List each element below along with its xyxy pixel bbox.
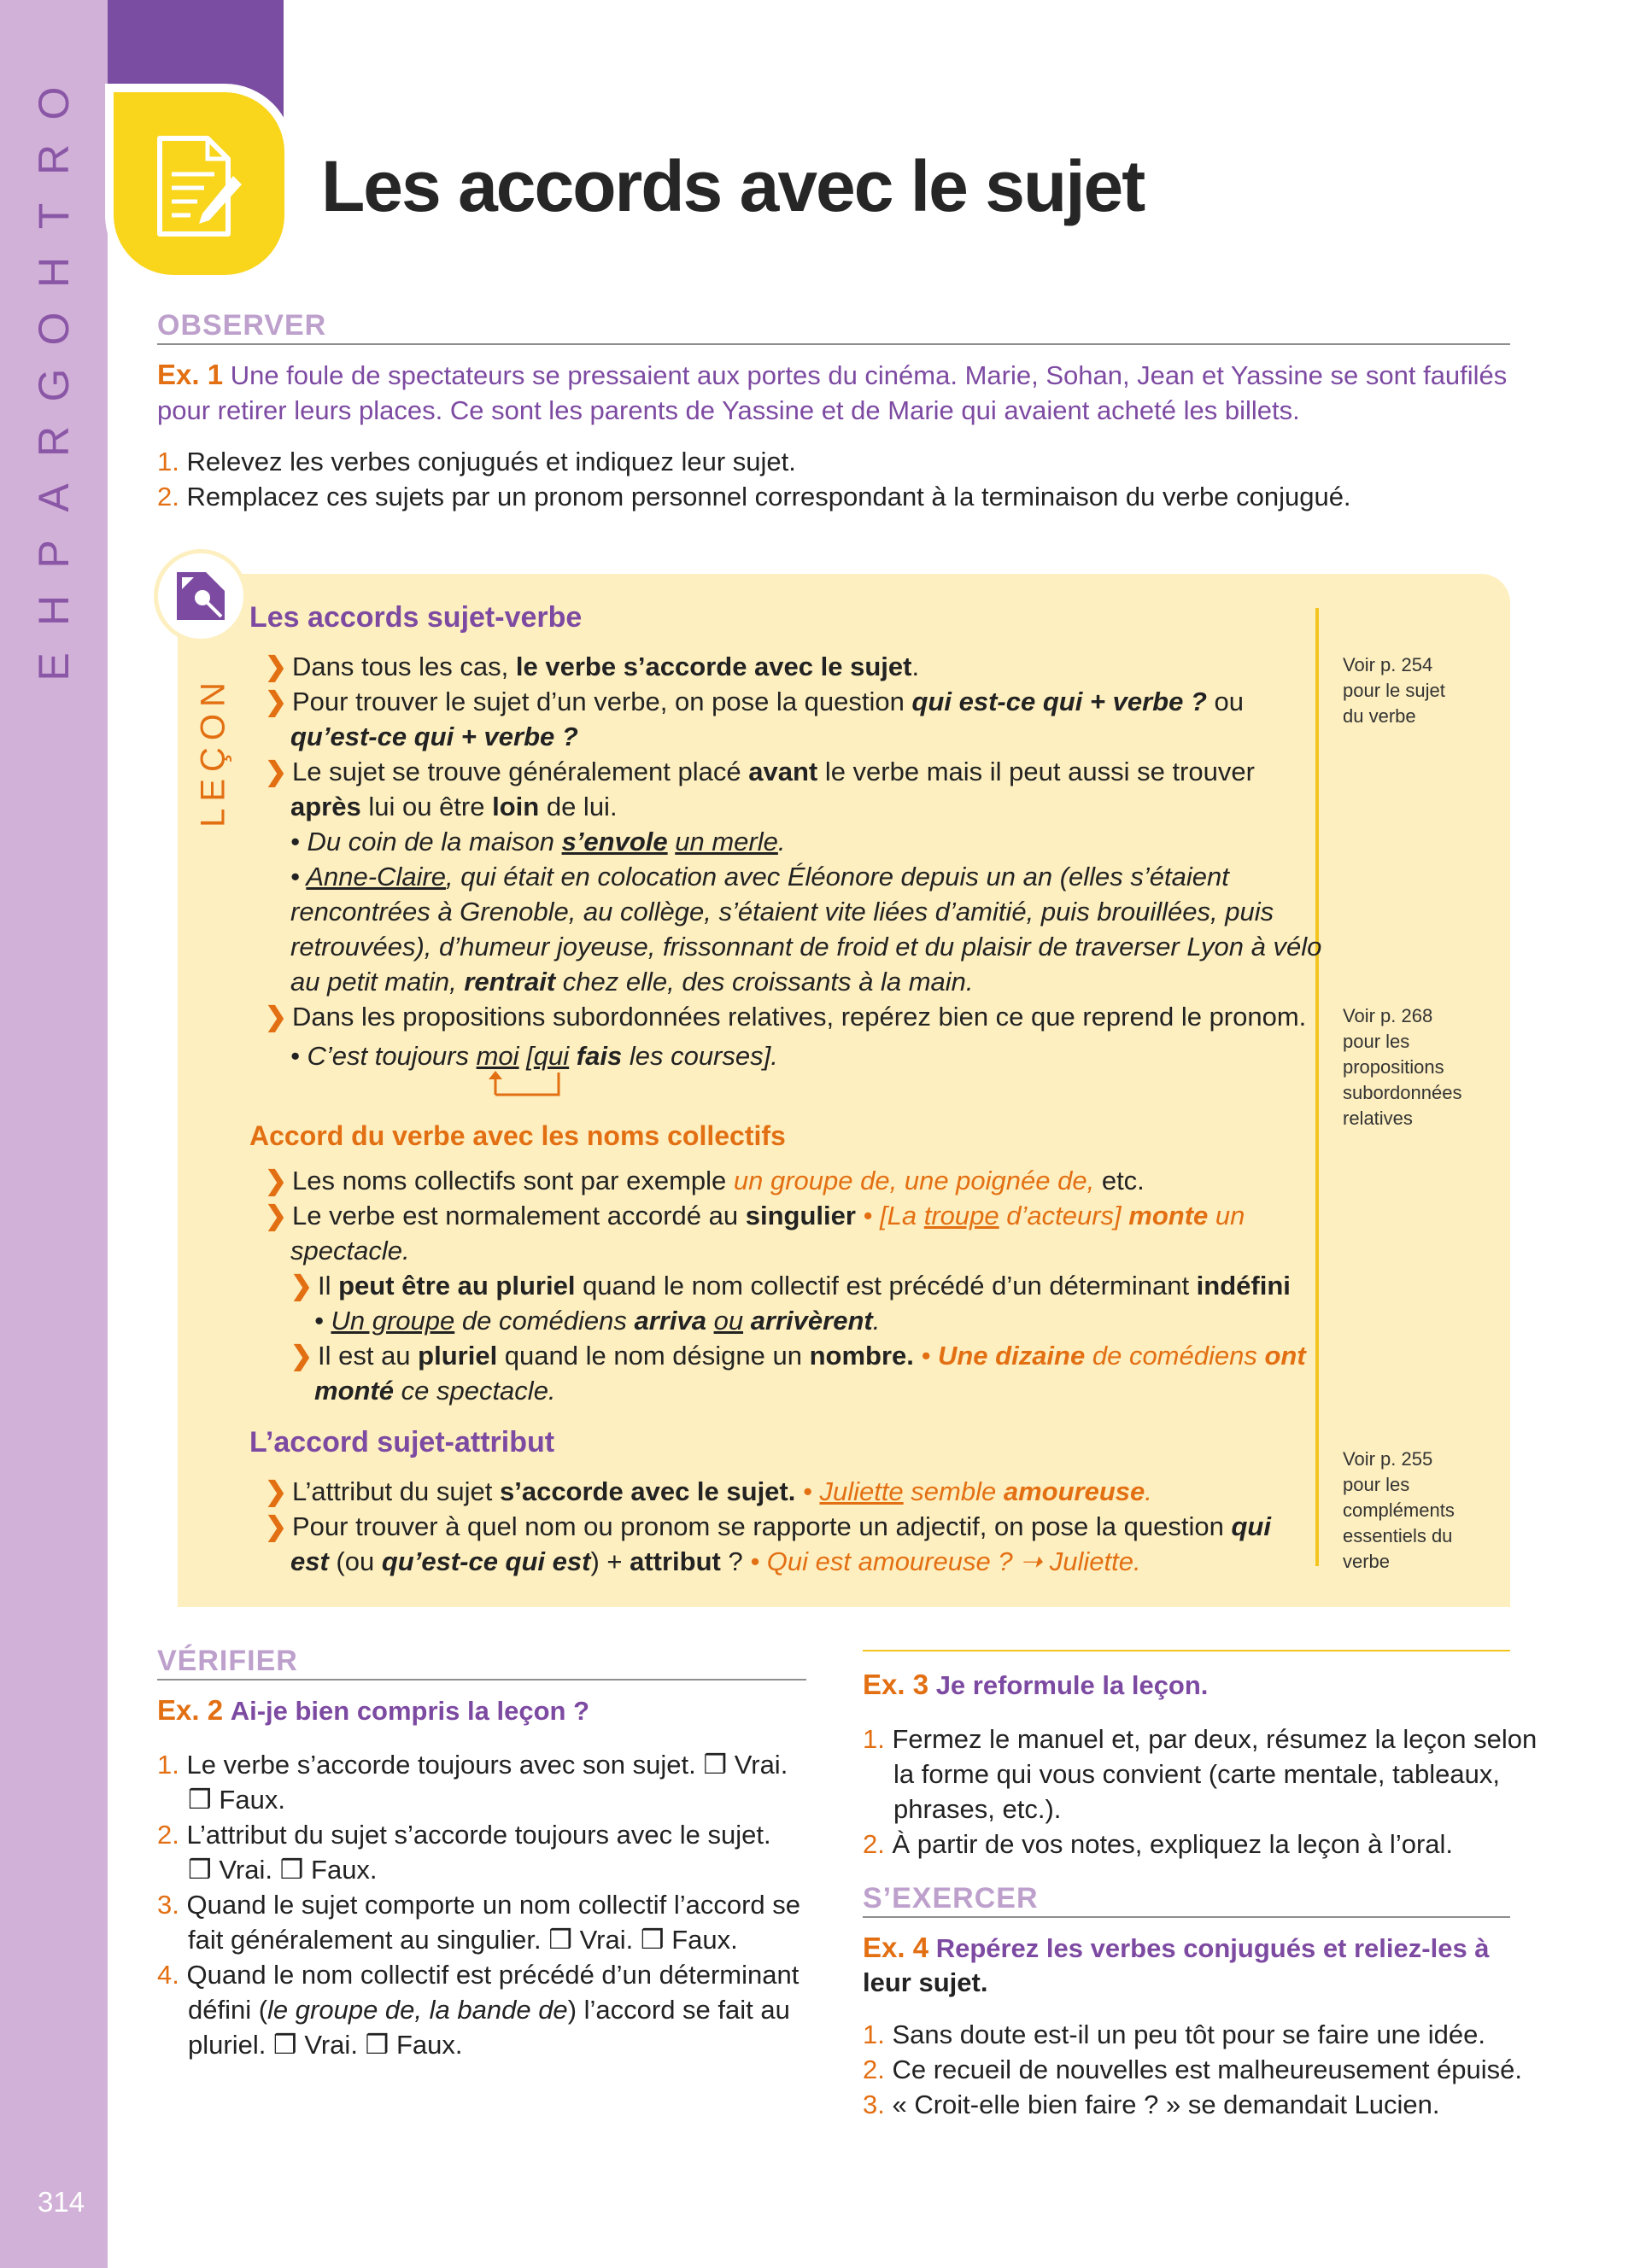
a1-end: . <box>1145 1476 1152 1506</box>
e3-text: • C’est toujours <box>290 1041 477 1071</box>
ex4-title-text: Repérez les verbes conjugués et reliez-les à <box>935 1933 1490 1963</box>
r3-avant: avant <box>748 757 818 786</box>
ex2-item-2 <box>157 1817 771 1852</box>
ex2-i4-defini: défini ( <box>188 1995 268 2025</box>
margin-note-2 <box>1343 1003 1461 1131</box>
r2-question: qui est-ce qui + verbe ? <box>911 687 1207 716</box>
ex3-i2-num: 2. <box>863 1829 885 1859</box>
r3-apres: après <box>290 792 361 821</box>
ex3-i1-text: Fermez le manuel et, par deux, résumez la leçon selon <box>892 1724 1538 1754</box>
vlabel-e: E <box>30 651 78 681</box>
lecon-icon-badge <box>154 549 248 643</box>
rule-2-cont <box>290 719 578 754</box>
lecon-heading-2: Accord du verbe avec les noms collectifs <box>249 1120 786 1151</box>
a1-juliette: Juliette <box>819 1476 904 1506</box>
e3-antecedent: moi <box>476 1041 519 1071</box>
c2-monte: monte <box>1128 1201 1209 1230</box>
attribut-rule-2-cont <box>290 1544 1141 1579</box>
r4-text: Dans les propositions subordonnées relatives, repérez bien ce que reprend le pronom. <box>291 1002 1307 1032</box>
note2-line: relatives <box>1343 1108 1413 1129</box>
vlabel-h2: H <box>30 593 78 627</box>
c3-space-2 <box>743 1306 751 1336</box>
c3-text: Il <box>317 1271 339 1301</box>
ex2-i1-num: 1. <box>157 1750 179 1780</box>
e3-pronoun: qui <box>533 1041 570 1071</box>
e3-end: les courses]. <box>622 1041 778 1071</box>
ex2-item-1 <box>157 1747 788 1782</box>
vlabel-r: R <box>30 142 78 176</box>
ex3-number: Ex. 3 <box>863 1669 929 1700</box>
observer-questions <box>157 444 1510 514</box>
a2-question: ? <box>720 1546 751 1576</box>
ex3-title <box>863 1667 1208 1703</box>
c4-text: Il est au <box>317 1341 419 1371</box>
r1-end: . <box>911 652 920 681</box>
a2-text: Pour trouver à quel nom ou pronom se rapporte un adjectif, on pose la question <box>291 1511 1232 1541</box>
c2-ex-start: • [La <box>855 1201 924 1230</box>
c1-etc: etc. <box>1094 1166 1145 1195</box>
ex2-title-text: Ai-je bien compris la leçon ? <box>230 1696 590 1726</box>
c2-singulier: singulier <box>745 1201 856 1230</box>
example-2-line1 <box>290 859 1229 894</box>
attribut-rule-2: ❯ Pour trouver à quel nom ou pronom se rapporte un adjectif, on pose la question qui <box>265 1511 1271 1541</box>
ex2-i2-text: L’attribut du sujet s’accorde toujours avec le sujet. <box>186 1820 771 1850</box>
note2-line: propositions <box>1343 1056 1444 1078</box>
page-title: Les accords avec le sujet <box>321 146 1145 226</box>
ex2-item-4-cont-2: pluriel. ❒ Vrai. ❒ Faux. <box>188 2030 463 2060</box>
c4-pluriel: pluriel <box>418 1341 498 1371</box>
e1-text: • Du coin de la maison <box>290 827 562 856</box>
c3-bullet: • <box>314 1306 331 1336</box>
chapter-badge <box>114 92 284 275</box>
ex4-i2-text: Ce recueil de nouvelles est malheureusement épuisé. <box>892 2055 1523 2084</box>
e3-space <box>569 1041 577 1071</box>
sexercer-heading: S’EXERCER <box>863 1882 1039 1914</box>
c4-nombre: nombre. <box>809 1341 914 1371</box>
note1-line: pour le sujet <box>1343 680 1445 701</box>
a1-bold: s’accorde avec le sujet. <box>499 1476 796 1506</box>
observer-text <box>157 357 1510 428</box>
observer-rule <box>157 343 1510 345</box>
note2-line: Voir p. 268 <box>1343 1005 1433 1026</box>
ex2-title <box>157 1692 589 1728</box>
example-2-line2: rencontrées à Grenoble, au collège, s’étaient vite liées d’amitié, puis brouillées, puis <box>290 897 1274 926</box>
vlabel-r2: R <box>30 424 78 458</box>
section-vertical-label <box>0 34 108 681</box>
a1-semble: semble <box>903 1476 1004 1506</box>
verifier-heading: VÉRIFIER <box>157 1645 298 1677</box>
collectif-rule-2: ❯ Le verbe est normalement accordé au singulier • [La troupe d’acteurs] monte un <box>265 1201 1245 1230</box>
rule-4: ❯ Dans les propositions subordonnées relatives, repérez bien ce que reprend le pronom. <box>265 1002 1307 1032</box>
ex4-i3-num: 3. <box>863 2090 885 2119</box>
ex4-i2-num: 2. <box>863 2055 885 2084</box>
ex4-item-1 <box>863 2017 1485 2052</box>
ex2-number: Ex. 2 <box>157 1694 224 1726</box>
ex2-i3-num: 3. <box>157 1890 179 1920</box>
ex3-i2-text: À partir de vos notes, expliquez la leçon à l’oral. <box>892 1829 1454 1859</box>
antecedent-arrow-icon <box>485 1069 571 1100</box>
a2-quest-ce: qu’est-ce qui est <box>381 1546 591 1576</box>
ex2-i3-text: Quand le sujet comporte un nom collectif l’accord se <box>186 1890 801 1920</box>
ex4-item-3 <box>863 2087 1440 2122</box>
a1-bullet: • <box>795 1476 820 1506</box>
a2-qui: qui <box>1231 1511 1271 1541</box>
vlabel-h: H <box>30 254 78 289</box>
sexercer-rule <box>863 1916 1510 1918</box>
c4-text-2: quand le nom désigne un <box>497 1341 810 1371</box>
vlabel-p: P <box>30 538 78 569</box>
lecon-heading-3: L’accord sujet-attribut <box>249 1426 555 1458</box>
observer-question-1 <box>157 444 1510 479</box>
vlabel-a: A <box>30 482 78 512</box>
vlabel-g: G <box>30 366 78 402</box>
rule-3: ❯ Le sujet se trouve généralement placé avant le verbe mais il peut aussi se trouver <box>265 757 1255 786</box>
rule-2: ❯ Pour trouver le sujet d’un verbe, on pose la question qui est-ce qui + verbe ? ou <box>265 687 1245 716</box>
e3-verb: fais <box>576 1041 623 1071</box>
e1-end: . <box>777 827 786 856</box>
ex4-item-2 <box>863 2052 1522 2087</box>
c3-ou: ou <box>713 1306 744 1336</box>
verifier-rule <box>157 1679 806 1681</box>
e3-bracket: [ <box>518 1041 534 1071</box>
fountain-pen-icon <box>165 560 237 632</box>
c3-arriverent: arrivèrent <box>750 1306 873 1336</box>
ex4-title <box>863 1930 1490 1966</box>
observer-text-line1: Une foule de spectateurs se pressaient aux portes du cinéma. Marie, Sohan, Jean et Yassine se sont faufilés <box>230 360 1508 390</box>
collectif-rule-3: ❯ Il peut être au pluriel quand le nom collectif est précédé d’un déterminant indéfini <box>290 1271 1291 1301</box>
ex3-item-1-cont-2: phrases, etc.). <box>893 1794 1062 1824</box>
note2-line: subordonnées <box>1343 1082 1462 1103</box>
example-1 <box>290 824 786 859</box>
a2-plus: ) + <box>590 1546 630 1576</box>
r1-bold: le verbe s’accorde avec le sujet <box>515 652 912 681</box>
example-2-line3: retrouvées), d’humeur joyeuse, frissonnant de froid et du plaisir de traverser Lyon à vélo <box>290 932 1322 962</box>
e2-text-3: chez elle, des croissants à la main. <box>555 967 974 997</box>
c3-pluriel: peut être au pluriel <box>338 1271 576 1301</box>
vlabel-o: O <box>30 85 78 120</box>
note3-line: verbe <box>1343 1551 1391 1572</box>
note3-line: Voir p. 255 <box>1343 1448 1433 1470</box>
r3-text: Le sujet se trouve généralement placé <box>291 757 749 786</box>
page-number: 314 <box>38 2186 85 2218</box>
q2-text: Remplacez ces sujets par un pronom personnel correspondant à la terminaison du verbe conjugué. <box>186 482 1351 511</box>
r3-text-2: le verbe mais il peut aussi se trouver <box>817 757 1255 786</box>
ex3-title-text: Je reformule la leçon. <box>935 1670 1209 1700</box>
lecon-heading-1: Les accords sujet-verbe <box>249 601 583 634</box>
ex2-i4-examples: le groupe de, la bande de <box>267 1995 568 2025</box>
vlabel-o2: O <box>30 310 78 346</box>
c2-acteurs: d’acteurs] <box>999 1201 1129 1230</box>
lecon-margin-line <box>1315 608 1319 1566</box>
r3-text-4: de lui. <box>539 792 618 821</box>
q2-number: 2. <box>157 482 179 511</box>
ex4-title-cont: leur sujet. <box>863 1967 988 1997</box>
vlabel-t: T <box>30 201 78 230</box>
q1-number: 1. <box>157 447 179 476</box>
r3-text-3: lui ou être <box>360 792 493 821</box>
example-3 <box>290 1038 778 1073</box>
rule-3-cont <box>290 789 618 824</box>
c4-monte: monté <box>314 1376 394 1406</box>
collectif-rule-1: ❯ Les noms collectifs sont par exemple un groupe de, une poignée de, etc. <box>265 1166 1145 1195</box>
r3-loin: loin <box>492 792 540 821</box>
ex3-rule <box>863 1650 1510 1651</box>
attribut-rule-1: ❯ L’attribut du sujet s’accorde avec le sujet. • Juliette semble amoureuse. <box>265 1476 1152 1506</box>
ex4-i3-text: « Croit-elle bien faire ? » se demandait Lucien. <box>892 2090 1440 2119</box>
c3-end: . <box>872 1306 881 1336</box>
ex4-i1-num: 1. <box>863 2020 885 2049</box>
observer-question-2 <box>157 479 1510 514</box>
ex4-number: Ex. 4 <box>863 1932 929 1963</box>
ex2-i4-text: Quand le nom collectif est précédé d’un déterminant <box>186 1960 800 1990</box>
ex2-i4-num: 4. <box>157 1960 179 1990</box>
c2-troupe: troupe <box>923 1201 999 1230</box>
e1-verb: s’envole <box>561 827 668 856</box>
document-pencil-icon <box>153 135 242 237</box>
ex2-i2-num: 2. <box>157 1820 179 1850</box>
ex2-item-1-cont: ❒ Faux. <box>188 1785 285 1815</box>
lecon-vertical-text: LEÇON <box>194 675 232 827</box>
c4-spectacle: ce spectacle. <box>394 1376 556 1406</box>
note1-line: du verbe <box>1343 705 1416 727</box>
ex2-item-4-cont <box>188 1992 790 2027</box>
margin-note-3 <box>1343 1447 1455 1575</box>
a2-attribut: attribut <box>630 1546 721 1576</box>
e2-subject: Anne-Claire <box>306 862 447 891</box>
note3-line: compléments <box>1343 1499 1455 1521</box>
ex3-item-1 <box>863 1721 1537 1757</box>
e2-verb: rentrait <box>464 967 556 997</box>
a2-ou: (ou <box>328 1546 382 1576</box>
ex2-item-4 <box>157 1957 799 1992</box>
c4-dizaine: Une dizaine <box>937 1341 1086 1371</box>
ex3-item-1-cont: la forme qui vous convient (carte mentale, tableaux, <box>893 1759 1500 1789</box>
note3-line: pour les <box>1343 1474 1410 1495</box>
collectif-rule-4-cont <box>314 1373 556 1408</box>
left-band <box>0 0 108 2268</box>
example-2-line4 <box>290 964 974 999</box>
lecon-icon-inner <box>165 560 237 632</box>
margin-note-1 <box>1343 652 1445 729</box>
observer-heading: OBSERVER <box>157 309 327 342</box>
ex2-item-3-cont: fait généralement au singulier. ❒ Vrai. ❒ Faux. <box>188 1925 738 1955</box>
a2-example: • Qui est amoureuse ? ➝ Juliette. <box>750 1546 1141 1576</box>
e2-text: , qui était en colocation avec Éléonore depuis un an (elles s’étaient <box>446 862 1229 891</box>
c1-examples: un groupe de, une poignée de, <box>733 1166 1095 1195</box>
note3-line: essentiels du <box>1343 1525 1453 1546</box>
r2-or: ou <box>1206 687 1245 716</box>
ex4-i1-text: Sans doute est-il un peu tôt pour se faire une idée. <box>892 2020 1486 2049</box>
rule-1: ❯ Dans tous les cas, le verbe s’accorde avec le sujet. <box>265 652 920 681</box>
e1-space <box>668 827 676 856</box>
ex1-number: Ex. 1 <box>157 359 224 390</box>
c3-text-2: quand le nom collectif est précédé d’un déterminant <box>575 1271 1197 1301</box>
c2-un: un <box>1208 1201 1245 1230</box>
c2-text: Le verbe est normalement accordé au <box>291 1201 746 1230</box>
q1-text: Relevez les verbes conjugués et indiquez leur sujet. <box>186 447 796 476</box>
c3-space <box>706 1306 714 1336</box>
collectif-rule-2-cont: spectacle. <box>290 1236 410 1266</box>
lecon-vertical-label <box>179 649 248 854</box>
c3-indefini: indéfini <box>1196 1271 1291 1301</box>
r1-text: Dans tous les cas, <box>291 652 516 681</box>
r2-question-2: qu’est-ce qui + verbe ? <box>290 722 578 751</box>
e2-text-2: au petit matin, <box>290 967 465 997</box>
c4-bullet: • <box>913 1341 938 1371</box>
a2-est: est <box>290 1546 329 1576</box>
ex2-item-2-cont: ❒ Vrai. ❒ Faux. <box>188 1855 378 1885</box>
note2-line: pour les <box>1343 1031 1410 1052</box>
collectif-rule-4: ❯ Il est au pluriel quand le nom désigne un nombre. • Une dizaine de comédiens ont <box>290 1341 1306 1371</box>
c4-ont: ont <box>1264 1341 1306 1371</box>
e2-bullet: • <box>290 862 307 891</box>
c4-comediens: de comédiens <box>1085 1341 1265 1371</box>
note1-line: Voir p. 254 <box>1343 654 1433 675</box>
observer-text-line2: pour retirer leurs places. Ce sont les parents de Yassine et de Marie qui avaient acheté les billets. <box>157 395 1300 425</box>
ex3-item-2 <box>863 1827 1453 1862</box>
c3-groupe: Un groupe <box>331 1306 455 1336</box>
e1-subject: un merle <box>675 827 778 856</box>
a1-text: L’attribut du sujet <box>291 1476 500 1506</box>
ex2-i4-text-2: ) l’accord se fait au <box>567 1995 790 2025</box>
c1-text: Les noms collectifs sont par exemple <box>291 1166 734 1195</box>
a1-amoureuse: amoureuse <box>1003 1476 1145 1506</box>
ex2-item-3 <box>157 1887 800 1922</box>
ex3-i1-num: 1. <box>863 1724 885 1754</box>
c3-arriva: arriva <box>634 1306 706 1336</box>
r2-text: Pour trouver le sujet d’un verbe, on pose la question <box>291 687 912 716</box>
c3-comediens: de comédiens <box>454 1306 635 1336</box>
collectif-example-3 <box>314 1303 880 1338</box>
ex2-i1-text: Le verbe s’accorde toujours avec son sujet. ❒ Vrai. <box>186 1750 788 1780</box>
